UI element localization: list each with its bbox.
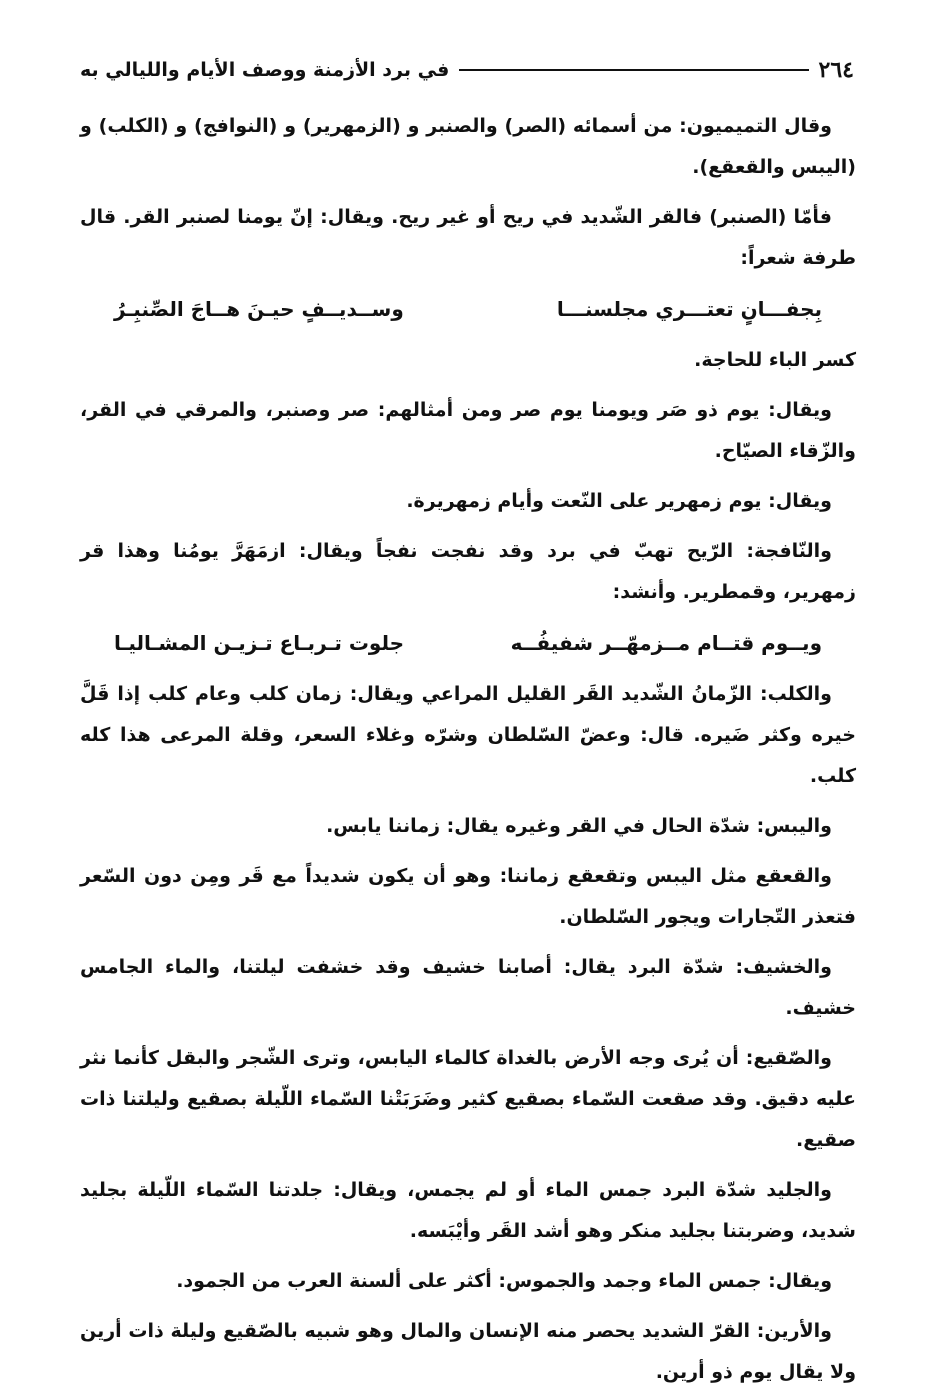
- page-number: ٢٦٤: [818, 57, 854, 83]
- paragraph: والنّافجة: الرّيح تهبّ في برد وقد نفجت نفجاً ويقال: ازمَهَرَّ يومُنا وهذا قر زمهرير، وقمطرير. وأنشد:: [80, 540, 856, 603]
- paragraph: واليبس: شدّة الحال في القر وغيره يقال: زماننا يابس.: [326, 815, 832, 837]
- verse-note: كسر الباء للحاجة.: [694, 349, 856, 371]
- paragraph: ويقال: جمس الماء وجمد والجموس: أكثر على ألسنة العرب من الجمود.: [176, 1270, 832, 1292]
- paragraph: فأمّا (الصنبر) فالقر الشّديد في ريح أو غير ريح. ويقال: إنّ يومنا لصنبر القر. قال طرفة شعراً:: [80, 206, 856, 269]
- paragraph: والأرين: القرّ الشديد يحصر منه الإنسان والمال وهو شبيه بالصّقيع وليلة ذات أرين ولا يقال يوم ذو أرين.: [80, 1320, 856, 1383]
- paragraph: والجليد شدّة البرد جمس الماء أو لم يجمس، ويقال: جلدتنا السّماء اللّيلة بجليد شديد، وضربتنا بجليد منكر وهو أشد القَر وأيْبَسه.: [80, 1179, 856, 1242]
- paragraph: والخشيف: شدّة البرد يقال: أصابنا خشيف وقد خشفت ليلتنا، والماء الجامس خشيف.: [80, 956, 856, 1019]
- paragraph: والكلب: الزّمانُ الشّديد القَر القليل المراعي ويقال: زمان كلب وعام كلب إذا قَلَّ خيره وكثر ضَيره. قال: وعضّ السّلطان وشرّه وغلاء السعر، وقلة المرعى هذا كله كلب.: [80, 683, 856, 787]
- poem-verse: [80, 288, 856, 330]
- verse-second-hemistich: وســديــفٍ حيـنَ هــاجَ الصِّنبِـرُ: [114, 297, 404, 321]
- running-header: [80, 50, 854, 90]
- paragraph: والصّقيع: أن يُرى وجه الأرض بالغداة كالماء اليابس، وترى الشّجر والبقل كأنما نثر عليه دقيق. وقد صقعت السّماء بصقيع كثير وضَرَبَتْنا السّماء اللّيلة بصقيع وليلتنا ذات صقيع.: [80, 1047, 856, 1151]
- chapter-title: في برد الأزمنة ووصف الأيام والليالي به: [80, 59, 450, 81]
- poem-verse: [80, 622, 856, 664]
- paragraph: ويقال: يوم ذو صَر ويومنا يوم صر ومن أمثالهم: صر وصنبر، والمرقي في القر، والزّقاء الصيّاح.: [80, 399, 856, 462]
- paragraph: وقال التميميون: من أسمائه (الصر) والصنبر و (الزمهرير) و (النوافج) و (الكلب) و (اليبس والقعقع).: [80, 115, 856, 178]
- verse-second-hemistich: جلوت تـربـاع تـزيـن المشـاليـا: [114, 631, 405, 655]
- verse-first-hemistich: بِجفـــانٍ تعتـــري مجلسنـــا: [556, 297, 822, 321]
- paragraph: والقعقع مثل اليبس وتقعقع زماننا: وهو أن يكون شديداً مع قَر ومِن دون السّعر فتعذر التّجارات ويجور السّلطان.: [80, 865, 856, 928]
- page-body: [80, 106, 856, 1393]
- paragraph: ويقال: يوم زمهرير على النّعت وأيام زمهريرة.: [406, 490, 832, 512]
- verse-first-hemistich: ويــوم قتــام مــزمهّــر شفيفُــه: [510, 631, 822, 655]
- header-rule: [459, 69, 808, 71]
